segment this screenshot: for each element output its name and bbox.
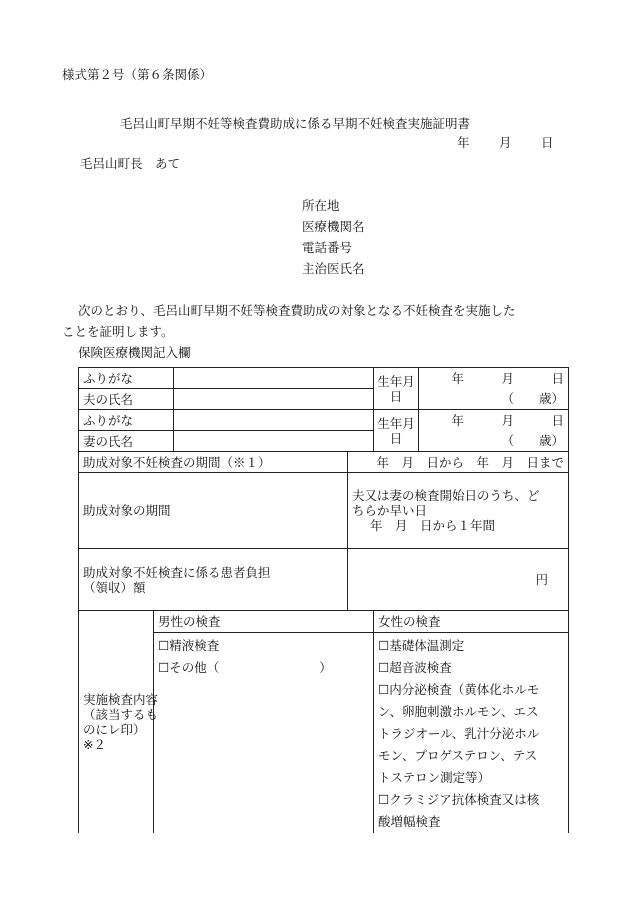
subsidy-period-line-2: ちらか早い日 — [352, 503, 428, 518]
test-period-field[interactable]: 年 月 日から 年 月 日まで — [348, 452, 569, 473]
clinic-name-label: 医療機関名 — [302, 219, 365, 234]
patient-cost-label-line-2: （領収）額 — [83, 579, 146, 595]
female-test-endocrine-cont-2: トラジオール、乳汁分泌ホル — [378, 726, 540, 741]
female-test-endocrine[interactable]: ☐内分泌検査（黄体化ホルモ — [378, 682, 540, 697]
statement-line-2: ことを証明します。 — [62, 324, 174, 339]
husband-furigana-field[interactable] — [174, 368, 374, 389]
husband-birthdate-field[interactable]: 年 月 日 — [419, 368, 569, 389]
female-test-endocrine-cont-4: トステロン測定等） — [378, 770, 491, 785]
wife-age-field[interactable]: （ 歳） — [419, 431, 569, 452]
wife-furigana-label: ふりがな — [79, 410, 174, 431]
date-month: 月 — [499, 135, 512, 150]
date-year: 年 — [457, 135, 470, 150]
test-content-label — [79, 611, 159, 834]
wife-furigana-field[interactable] — [174, 410, 374, 431]
form-number: 様式第２号（第６条関係） — [62, 67, 213, 82]
wife-birthdate-field[interactable]: 年 月 日 — [419, 410, 569, 431]
test-content-label-line-4: ※２ — [83, 737, 106, 752]
female-test-endocrine-cont-3: モン、プロゲステロン、テス — [378, 748, 538, 763]
subsidy-period-label: 助成対象の期間 — [79, 473, 348, 549]
test-content-label-line-2: （該当するも — [83, 707, 159, 722]
male-test-other[interactable]: ☐その他（ ） — [158, 660, 332, 675]
female-test-endocrine-cont-1: ン、卵胞刺激ホルモン、エス — [378, 704, 539, 719]
wife-birthdate-label: 生年月日 — [374, 410, 419, 452]
husband-name-field[interactable] — [174, 389, 374, 410]
clinic-phone-label: 電話番号 — [302, 240, 353, 255]
female-test-list — [374, 633, 569, 834]
female-test-bbt[interactable]: ☐基礎体温測定 — [378, 638, 465, 653]
patient-cost-label — [79, 549, 348, 611]
date-day: 日 — [541, 135, 554, 150]
husband-name-label: 夫の氏名 — [79, 389, 174, 410]
wife-name-field[interactable] — [174, 431, 374, 452]
female-test-chlamydia[interactable]: ☐クラミジア抗体検査又は核 — [378, 792, 540, 807]
husband-age-field[interactable]: （ 歳） — [419, 389, 569, 410]
physician-name-label: 主治医氏名 — [302, 261, 365, 276]
subsidy-period-line-1: 夫又は妻の検査開始日のうち、ど — [352, 488, 540, 503]
female-test-chlamydia-cont: 酸増幅検査 — [378, 814, 441, 829]
patient-cost-field[interactable]: 円 — [348, 549, 569, 611]
subsidy-period-value — [348, 473, 569, 549]
subsidy-period-line-3: 年 月 日から１年間 — [370, 518, 496, 533]
wife-name-label: 妻の氏名 — [79, 431, 174, 452]
husband-furigana-label: ふりがな — [79, 368, 174, 389]
male-test-header: 男性の検査 — [154, 611, 374, 633]
certificate-table — [78, 367, 569, 833]
statement-line-1: 次のとおり、毛呂山町早期不妊等検査費助成の対象となる不妊検査を実施した — [78, 303, 516, 318]
test-content-label-line-1: 実施検査内容 — [83, 692, 159, 707]
husband-birthdate-label: 生年月日 — [374, 368, 419, 410]
addressee: 毛呂山町長 あて — [80, 156, 181, 171]
male-test-list — [154, 633, 374, 834]
test-period-label: 助成対象不妊検査の期間（※１） — [79, 452, 348, 473]
patient-cost-label-line-1: 助成対象不妊検査に係る患者負担 — [83, 564, 271, 580]
test-content-label-line-3: のにレ印） — [83, 722, 146, 737]
section-label: 保険医療機関記入欄 — [78, 345, 191, 360]
clinic-address-label: 所在地 — [302, 198, 340, 213]
female-test-ultrasound[interactable]: ☐超音波検査 — [378, 660, 452, 675]
female-test-header: 女性の検査 — [374, 611, 569, 633]
document-title: 毛呂山町早期不妊等検査費助成に係る早期不妊検査実施証明書 — [120, 116, 471, 131]
male-test-semen[interactable]: ☐精液検査 — [158, 638, 220, 653]
